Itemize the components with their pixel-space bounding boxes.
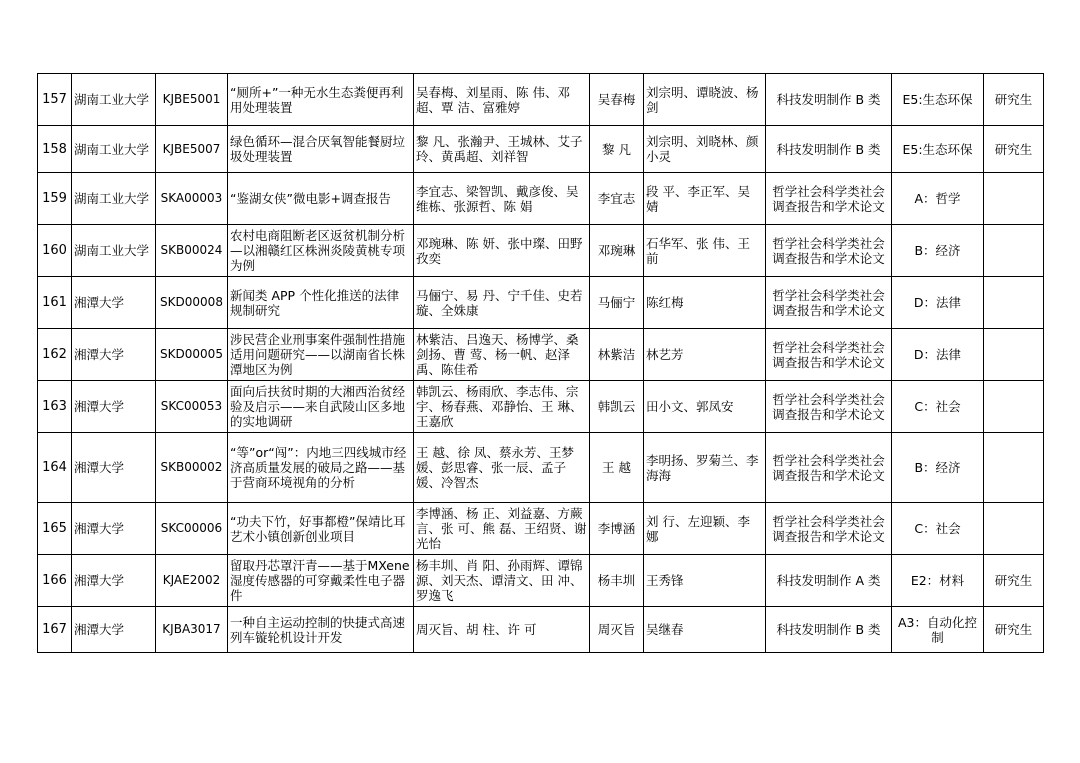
row-number: 167	[38, 607, 72, 653]
school-cell: 湘潭大学	[72, 555, 156, 607]
advisors-cell: 李明扬、罗菊兰、李海海	[644, 433, 766, 503]
advisors-cell: 王秀锋	[644, 555, 766, 607]
row-number: 157	[38, 74, 72, 126]
subject-cell: D：法律	[892, 277, 984, 329]
school-cell: 湖南工业大学	[72, 126, 156, 173]
project-title-cell: “功夫下竹，好事都橙”保靖比耳艺术小镇创新创业项目	[228, 503, 414, 555]
row-number: 158	[38, 126, 72, 173]
category-cell: 科技发明制作 B 类	[766, 126, 892, 173]
table-row	[38, 126, 1044, 173]
student-type-cell	[984, 381, 1044, 433]
category-cell: 哲学社会科学类社会调查报告和学术论文	[766, 381, 892, 433]
project-code-cell: KJBE5001	[156, 74, 228, 126]
student-type-cell: 研究生	[984, 74, 1044, 126]
project-title-cell: “鉴湖女侠”微电影+调查报告	[228, 173, 414, 225]
student-type-cell	[984, 225, 1044, 277]
school-cell: 湘潭大学	[72, 607, 156, 653]
subject-cell: A：哲学	[892, 173, 984, 225]
project-title-cell: 涉民营企业刑事案件强制性措施适用问题研究——以湖南省长株潭地区为例	[228, 329, 414, 381]
project-code-cell: SKA00003	[156, 173, 228, 225]
advisors-cell: 石华军、张 伟、王 前	[644, 225, 766, 277]
members-cell: 林紫洁、吕逸天、杨博学、桑剑扬、曹 莺、杨一帆、赵泽禹、陈佳希	[414, 329, 590, 381]
members-cell: 韩凯云、杨雨欣、李志伟、宗 宇、杨春燕、邓静怡、王 琳、王嘉欣	[414, 381, 590, 433]
student-type-cell	[984, 277, 1044, 329]
members-cell: 王 越、徐 凤、蔡永芳、王梦媛、彭思睿、张一辰、孟子媛、冷智杰	[414, 433, 590, 503]
members-cell: 杨丰圳、肖 阳、孙雨辉、谭锦源、刘天杰、谭清文、田 冲、罗逸飞	[414, 555, 590, 607]
project-code-cell: SKB00002	[156, 433, 228, 503]
project-code-cell: KJBA3017	[156, 607, 228, 653]
project-title-cell: 留取丹芯罩汗青——基于MXene 湿度传感器的可穿戴柔性电子器件	[228, 555, 414, 607]
school-cell: 湘潭大学	[72, 277, 156, 329]
row-number: 165	[38, 503, 72, 555]
advisors-cell: 刘宗明、刘晓林、颜小灵	[644, 126, 766, 173]
category-cell: 科技发明制作 B 类	[766, 607, 892, 653]
student-type-cell	[984, 173, 1044, 225]
table-row	[38, 74, 1044, 126]
table-row	[38, 503, 1044, 555]
row-number: 164	[38, 433, 72, 503]
project-title-cell: “厕所+”一种无水生态粪便再利用处理装置	[228, 74, 414, 126]
category-cell: 哲学社会科学类社会调查报告和学术论文	[766, 225, 892, 277]
project-code-cell: SKB00024	[156, 225, 228, 277]
advisors-cell: 段 平、李正军、吴 婧	[644, 173, 766, 225]
row-number: 159	[38, 173, 72, 225]
members-cell: 黎 凡、张瀚尹、王城林、艾子玲、黄禹超、刘祥智	[414, 126, 590, 173]
project-code-cell: SKD00005	[156, 329, 228, 381]
school-cell: 湖南工业大学	[72, 225, 156, 277]
leader-cell: 黎 凡	[590, 126, 644, 173]
project-title-cell: 新闻类 APP 个性化推送的法律规制研究	[228, 277, 414, 329]
subject-cell: D：法律	[892, 329, 984, 381]
members-cell: 邓琬琳、陈 妍、张中璨、田野孜奕	[414, 225, 590, 277]
subject-cell: C：社会	[892, 381, 984, 433]
advisors-cell: 刘 行、左迎颖、李 娜	[644, 503, 766, 555]
table-row	[38, 225, 1044, 277]
student-type-cell	[984, 329, 1044, 381]
members-cell: 周灭旨、胡 柱、许 可	[414, 607, 590, 653]
row-number: 160	[38, 225, 72, 277]
subject-cell: B：经济	[892, 433, 984, 503]
leader-cell: 林紫洁	[590, 329, 644, 381]
table-row	[38, 381, 1044, 433]
project-code-cell: SKC00006	[156, 503, 228, 555]
project-title-cell: 一种自主运动控制的快捷式高速列车镟轮机设计开发	[228, 607, 414, 653]
project-code-cell: SKD00008	[156, 277, 228, 329]
student-type-cell	[984, 433, 1044, 503]
category-cell: 哲学社会科学类社会调查报告和学术论文	[766, 503, 892, 555]
leader-cell: 李宜志	[590, 173, 644, 225]
student-type-cell: 研究生	[984, 126, 1044, 173]
school-cell: 湖南工业大学	[72, 173, 156, 225]
leader-cell: 李博涵	[590, 503, 644, 555]
category-cell: 哲学社会科学类社会调查报告和学术论文	[766, 329, 892, 381]
table-row	[38, 433, 1044, 503]
category-cell: 科技发明制作 A 类	[766, 555, 892, 607]
student-type-cell	[984, 503, 1044, 555]
leader-cell: 吴春梅	[590, 74, 644, 126]
project-code-cell: KJBE5007	[156, 126, 228, 173]
subject-cell: B：经济	[892, 225, 984, 277]
school-cell: 湘潭大学	[72, 503, 156, 555]
subject-cell: E5:生态环保	[892, 126, 984, 173]
category-cell: 科技发明制作 B 类	[766, 74, 892, 126]
row-number: 166	[38, 555, 72, 607]
advisors-cell: 林艺芳	[644, 329, 766, 381]
student-type-cell: 研究生	[984, 607, 1044, 653]
project-title-cell: 面向后扶贫时期的大湘西治贫经验及启示——来自武陵山区多地的实地调研	[228, 381, 414, 433]
subject-cell: E5:生态环保	[892, 74, 984, 126]
row-number: 161	[38, 277, 72, 329]
leader-cell: 韩凯云	[590, 381, 644, 433]
leader-cell: 邓琬琳	[590, 225, 644, 277]
project-code-cell: SKC00053	[156, 381, 228, 433]
table-body	[38, 74, 1044, 653]
subject-cell: E2：材料	[892, 555, 984, 607]
award-table	[37, 73, 1044, 653]
subject-cell: A3：自动化控制	[892, 607, 984, 653]
leader-cell: 周灭旨	[590, 607, 644, 653]
school-cell: 湖南工业大学	[72, 74, 156, 126]
category-cell: 哲学社会科学类社会调查报告和学术论文	[766, 277, 892, 329]
table-row	[38, 329, 1044, 381]
school-cell: 湘潭大学	[72, 433, 156, 503]
table-row	[38, 555, 1044, 607]
leader-cell: 杨丰圳	[590, 555, 644, 607]
members-cell: 李宜志、梁智凯、戴彦俊、吴维栋、张源哲、陈 娟	[414, 173, 590, 225]
project-title-cell: 绿色循环—混合厌氧智能餐厨垃圾处理装置	[228, 126, 414, 173]
school-cell: 湘潭大学	[72, 381, 156, 433]
category-cell: 哲学社会科学类社会调查报告和学术论文	[766, 173, 892, 225]
project-title-cell: 农村电商阻断老区返贫机制分析—以湘赣红区株洲炎陵黄桃专项为例	[228, 225, 414, 277]
student-type-cell: 研究生	[984, 555, 1044, 607]
table-row	[38, 277, 1044, 329]
row-number: 162	[38, 329, 72, 381]
project-code-cell: KJAE2002	[156, 555, 228, 607]
leader-cell: 王 越	[590, 433, 644, 503]
advisors-cell: 田小文、郭凤安	[644, 381, 766, 433]
table-row	[38, 607, 1044, 653]
members-cell: 吴春梅、刘星雨、陈 伟、邓 超、覃 洁、富雅婷	[414, 74, 590, 126]
advisors-cell: 吴继春	[644, 607, 766, 653]
advisors-cell: 刘宗明、谭晓波、杨 剑	[644, 74, 766, 126]
category-cell: 哲学社会科学类社会调查报告和学术论文	[766, 433, 892, 503]
school-cell: 湘潭大学	[72, 329, 156, 381]
subject-cell: C：社会	[892, 503, 984, 555]
members-cell: 李博涵、杨 正、刘益嘉、方蕨言、张 可、熊 磊、王绍贤、谢光怡	[414, 503, 590, 555]
members-cell: 马俪宁、易 丹、宁千佳、史若璇、全姝康	[414, 277, 590, 329]
leader-cell: 马俪宁	[590, 277, 644, 329]
table-row	[38, 173, 1044, 225]
row-number: 163	[38, 381, 72, 433]
project-title-cell: “等”or“闯”：内地三四线城市经济高质量发展的破局之路——基于营商环境视角的分析	[228, 433, 414, 503]
advisors-cell: 陈红梅	[644, 277, 766, 329]
